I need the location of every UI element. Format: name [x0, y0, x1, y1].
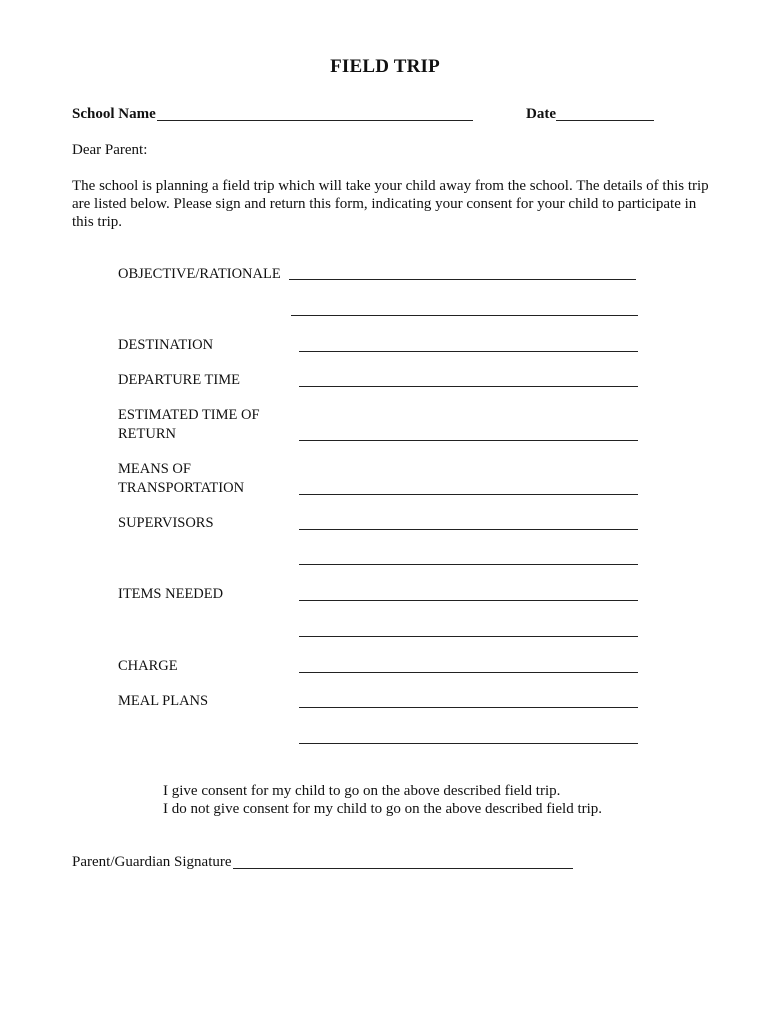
objective-label: OBJECTIVE/RATIONALE: [118, 266, 281, 282]
return-time-field[interactable]: [299, 440, 638, 441]
date-field[interactable]: [556, 120, 654, 121]
departure-time-label: DEPARTURE TIME: [118, 372, 240, 388]
charge-label: CHARGE: [118, 658, 178, 674]
destination-label: DESTINATION: [118, 337, 214, 353]
intro-line-3: this trip.: [72, 214, 123, 230]
meal-plans-field-line-2[interactable]: [299, 743, 638, 744]
transportation-label-line-2: TRANSPORTATION: [118, 480, 245, 496]
departure-time-field[interactable]: [299, 386, 638, 387]
transportation-field[interactable]: [299, 494, 638, 495]
objective-field-line-2[interactable]: [291, 315, 638, 316]
intro-line-2: are listed below. Please sign and return this form, indicating your consent for your child to participate in: [72, 196, 697, 212]
charge-field[interactable]: [299, 672, 638, 673]
meal-plans-label: MEAL PLANS: [118, 693, 209, 709]
school-name-field[interactable]: [157, 120, 473, 121]
items-needed-label: ITEMS NEEDED: [118, 586, 224, 602]
school-name-label: School Name: [72, 106, 156, 122]
date-label: Date: [526, 106, 556, 122]
transportation-label-line-1: MEANS OF: [118, 461, 191, 477]
objective-field-line-1[interactable]: [289, 279, 636, 280]
items-needed-field-line-1[interactable]: [299, 600, 638, 601]
items-needed-field-line-2[interactable]: [299, 636, 638, 637]
return-time-label-line-2: RETURN: [118, 426, 176, 442]
destination-field[interactable]: [299, 351, 638, 352]
intro-line-1: The school is planning a field trip which will take your child away from the school. The details of this trip: [72, 178, 709, 194]
supervisors-field-line-1[interactable]: [299, 529, 638, 530]
signature-field[interactable]: [233, 868, 573, 869]
supervisors-label: SUPERVISORS: [118, 515, 214, 531]
meal-plans-field-line-1[interactable]: [299, 707, 638, 708]
greeting: Dear Parent:: [72, 142, 148, 158]
signature-label: Parent/Guardian Signature: [72, 854, 232, 870]
return-time-label-line-1: ESTIMATED TIME OF: [118, 407, 260, 423]
page-title: FIELD TRIP: [330, 56, 440, 77]
supervisors-field-line-2[interactable]: [299, 564, 638, 565]
consent-no-statement[interactable]: I do not give consent for my child to go on the above described field trip.: [163, 801, 603, 817]
consent-yes-statement[interactable]: I give consent for my child to go on the above described field trip.: [163, 783, 561, 799]
